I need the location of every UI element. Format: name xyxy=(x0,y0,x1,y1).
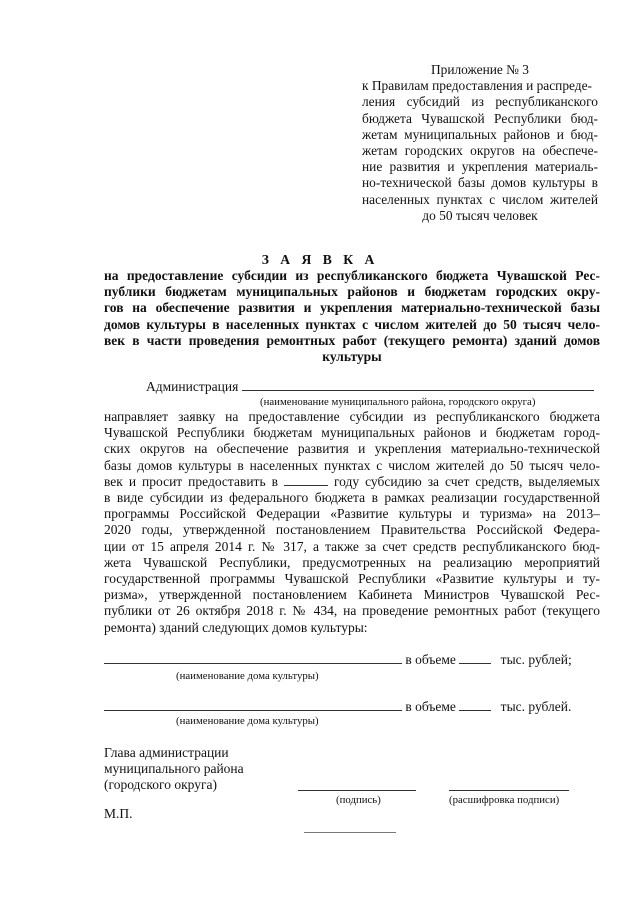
house-of-culture-name-field[interactable] xyxy=(104,710,402,711)
appendix-header xyxy=(362,62,598,224)
body-line: в виде субсидии из федерального бюджета в рамках реализации государственной xyxy=(104,490,600,506)
volume-label: в объеме xyxy=(405,652,456,667)
amount-field[interactable] xyxy=(459,710,491,711)
appendix-line: но-технической базы домов культуры в xyxy=(362,175,598,191)
subtitle-line: гов на обеспечение развития и укрепления материально-технической базы xyxy=(104,300,600,316)
appendix-line: ние развития и укрепления материаль- xyxy=(362,159,598,175)
signature-decode-caption: (расшифровка подписи) xyxy=(449,794,560,806)
administration-label: Администрация xyxy=(146,379,239,394)
body-line: государственной программы Чувашской Республики «Развитие культуры и ту- xyxy=(104,571,600,587)
footer-divider xyxy=(304,832,396,833)
appendix-line: к Правилам предоставления и распреде- xyxy=(362,78,593,94)
signature-field[interactable] xyxy=(298,790,416,791)
house-of-culture-row xyxy=(104,699,600,715)
subtitle-line: публики бюджетам муниципальных районов и бюджетам городских окру- xyxy=(104,284,600,300)
body-line: 2020 годы, утвержденной постановлением Правительства Российской Федера- xyxy=(104,522,600,538)
subtitle-line: домов культуры в населенных пунктах с числом жителей до 50 тысяч чело- xyxy=(104,316,600,332)
body-line: ции от 15 апреля 2014 г. № 317, а также за счет средств республиканского бюд- xyxy=(104,538,600,554)
seal-label: М.П. xyxy=(104,806,133,821)
house-of-culture-caption: (наименование дома культуры) xyxy=(176,715,319,727)
unit-label: тыс. рублей; xyxy=(500,652,572,667)
document-subtitle xyxy=(104,268,600,365)
body-line: ских округов на обеспечение развития и укрепления материально-технической xyxy=(104,441,600,457)
body-line: программы Российской Федерации «Развитие культуры и туризма» на 2013– xyxy=(104,506,600,522)
signatory-line: муниципального района xyxy=(104,761,244,777)
request-body xyxy=(104,409,600,636)
administration-name-field[interactable] xyxy=(242,390,594,391)
subtitle-line: на предоставление субсидии из республиканского бюджета Чувашской Рес- xyxy=(104,268,600,283)
signatory-line: Глава администрации xyxy=(104,745,229,760)
appendix-line: населенных пунктах с числом жителей xyxy=(362,191,598,207)
house-of-culture-name-field[interactable] xyxy=(104,663,402,664)
appendix-line: жетам городских округов на обеспече- xyxy=(362,143,598,159)
amount-field[interactable] xyxy=(459,663,491,664)
document-title: З А Я В К А xyxy=(261,252,379,267)
body-line: базы домов культуры в населенных пунктах с числом жителей до 50 тысяч чело- xyxy=(104,457,600,473)
administration-row xyxy=(104,379,600,395)
body-line: направляет заявку на предоставление субсидии из республиканского бюджета xyxy=(104,409,600,424)
request-suffix: году субсидию за счет средств, выделяемых xyxy=(333,473,601,489)
body-line: ремонта) зданий следующих домов культуры: xyxy=(104,619,368,635)
appendix-line: жетам муниципальных районов и бюд- xyxy=(362,126,598,142)
signatory-line: (городского округа) xyxy=(104,777,218,793)
house-of-culture-caption: (наименование дома культуры) xyxy=(176,670,319,682)
body-line: публики от 26 октября 2018 г. № 434, на проведение ремонтных работ (текущего xyxy=(104,603,600,619)
signatory-block xyxy=(104,745,244,794)
year-field[interactable] xyxy=(284,485,328,486)
appendix-line: бюджета Чувашской Республики бюд- xyxy=(362,110,598,126)
appendix-number: Приложение № 3 xyxy=(430,62,530,77)
appendix-line: до 50 тысяч человек xyxy=(422,207,538,223)
body-line: ризма», утвержденной постановлением Кабинета Министров Чувашской Рес- xyxy=(104,587,600,603)
administration-caption: (наименование муниципального района, городского округа) xyxy=(260,396,536,408)
body-line: жета Чувашской Республики, предусмотренных на реализацию мероприятий xyxy=(104,554,600,570)
subtitle-line: культуры xyxy=(322,349,382,365)
volume-label: в объеме xyxy=(405,699,456,714)
unit-label: тыс. рублей. xyxy=(500,699,572,714)
signature-decode-field[interactable] xyxy=(449,790,569,791)
body-line: Чувашской Республики бюджетам муниципальных районов и бюджетам город- xyxy=(104,425,600,441)
appendix-line: ления субсидий из республиканского xyxy=(362,94,598,110)
house-of-culture-row xyxy=(104,652,600,668)
request-prefix: век и просит предоставить в xyxy=(104,473,278,489)
subtitle-line: век в части проведения ремонтных работ (текущего ремонта) зданий домов xyxy=(104,332,600,348)
signature-caption: (подпись) xyxy=(336,794,381,806)
body-line-request xyxy=(104,474,600,490)
